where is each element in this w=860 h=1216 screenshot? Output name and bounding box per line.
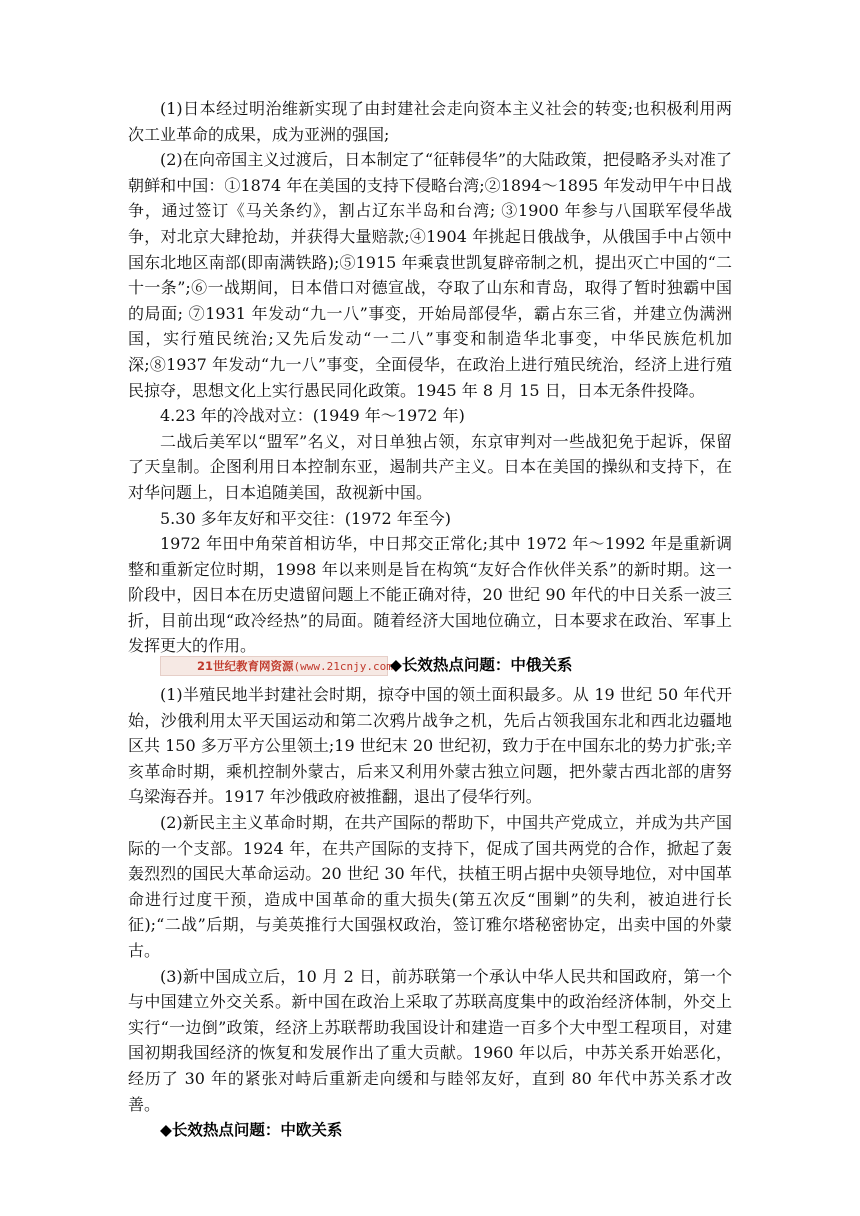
paragraph: (2)在向帝国主义过渡后，日本制定了“征韩侵华”的大陆政策，把侵略矛头对准了朝鲜和中国：①1874 年在美国的支持下侵略台湾;②1894～1895 年发动甲午中日战争，通过签订《马关条约》，割占辽东半岛和台湾; ③1900 年参与八国联军侵华战争，对北京大肆抢劫，并获得大量赔款;④1904 年挑起日俄战争，从俄国手中占领中国东北地区南部(即南满铁路);⑤1915 年乘袁世凯复辟帝制之机，提出灭亡中国的“二十一条”;⑥一战期间，日本借口对德宣战，夺取了山东和青岛，取得了暂时独霸中国的局面; ⑦1931 年发动“九一八”事变，开始局部侵华，霸占东三省，并建立伪满洲国，实行殖民统治;又先后发动“一二八”事变和制造华北事变，中华民族危机加深;⑧1937 年发动“九一八”事变，全面侵华，在政治上进行殖民统治，经济上进行殖民掠夺，思想文化上实行愚民同化政策。1945 年 8 月 15 日，日本无条件投降。 [128,150,732,400]
heading-row-sino-russian [128,652,732,679]
section-heading-sino-russian: ◆长效热点问题：中俄关系 [390,656,573,674]
logo-text: 21世纪教育网资源 [197,658,294,673]
section-heading-sino-europe: ◆长效热点问题：中欧关系 [160,1121,343,1140]
paragraph: 二战后美军以“盟军”名义，对日单独占领，东京审判对一些战犯免于起诉，保留了天皇制。企图利用日本控制东亚，遏制共产主义。日本在美国的操纵和支持下，在对华问题上，日本追随美国，敌视新中国。 [128,431,732,502]
paragraph: (3)新中国成立后，10 月 2 日，前苏联第一个承认中华人民共和国政府，第一个与中国建立外交关系。新中国在政治上采取了苏联高度集中的政治经济体制，外交上实行“一边倒”政策，经济上苏联帮助我国设计和建造一百多个大中型工程项目，对建国初期我国经济的恢复和发展作出了重大贡献。1960 年以后，中苏关系开始恶化，经历了 30 年的紧张对峙后重新走向缓和与睦邻友好，直到 80 年代中苏关系才改善。 [128,966,732,1114]
logo-url: (www.21cnjy.com) [293,659,400,673]
watermark-logo [160,656,400,676]
section-russia [128,682,732,1144]
subheading: 4.23 年的冷战对立：(1949 年～1972 年) [160,406,465,426]
paragraph: (1)半殖民地半封建社会时期，掠夺中国的领土面积最多。从 19 世纪 50 年代开始，沙俄利用太平天国运动和第二次鸦片战争之机，先后占领我国东北和西北边疆地区共 150 多万平方公里领土;19 世纪末 20 世纪初，致力于在中国东北的势力扩张;辛亥革命时期，乘机控制外蒙古，后来又利用外蒙古独立问题，把外蒙古西北部的唐努乌梁海吞并。1917 年沙俄政府被推翻，退出了侵华行列。 [128,685,732,807]
subheading: 5.30 多年友好和平交往：(1972 年至今) [160,508,452,528]
paragraph: 1972 年田中角荣首相访华，中日邦交正常化;其中 1972 年～1992 年是重新调整和重新定位时期，1998 年以来则是旨在构筑“友好合作伙伴关系”的新时期。这一阶段中，因日本在历史遗留问题上不能正确对待，20 世纪 90 年代的中日关系一波三折，目前出现“政冷经热”的局面。随着经济大国地位确立，日本要求在政治、军事上发挥更大的作用。 [128,534,732,656]
paragraph: (1)日本经过明治维新实现了由封建社会走向资本主义社会的转变;也积极利用两次工业革命的成果，成为亚洲的强国; [128,99,732,144]
section-japan [128,96,732,659]
paragraph: (2)新民主主义革命时期，在共产国际的帮助下，中国共产党成立，并成为共产国际的一个支部。1924 年，在共产国际的支持下，促成了国共两党的合作，掀起了轰轰烈烈的国民大革命运动。20 世纪 30 年代，扶植王明占据中央领导地位，对中国革命进行过度干预，造成中国革命的重大损失(第五次反“围剿”的失利，被迫进行长征);“二战”后期，与美英推行大国强权政治，签订雅尔塔秘密协定，出卖中国的外蒙古。 [128,812,732,960]
